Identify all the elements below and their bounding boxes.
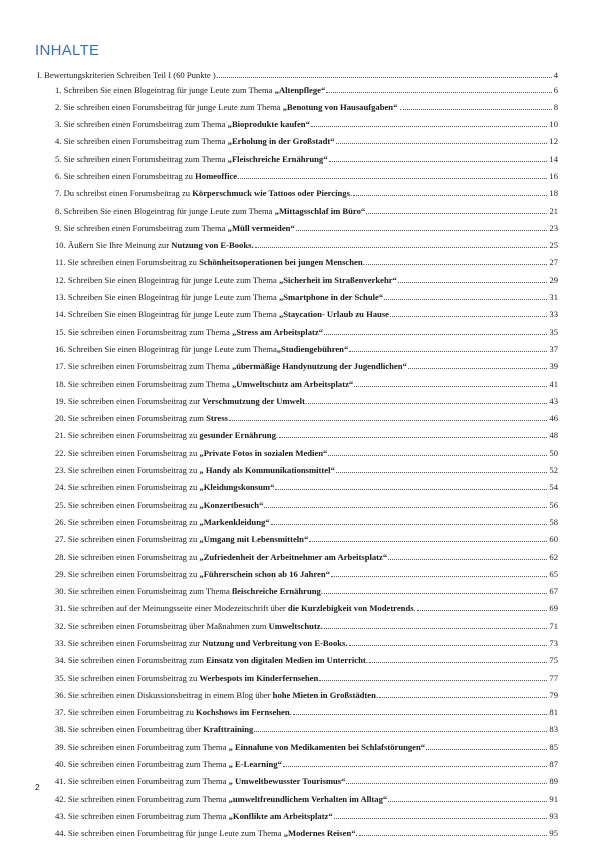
toc-entry-title — [55, 741, 425, 753]
toc-entry-title — [55, 810, 333, 822]
dot-leader — [334, 810, 548, 819]
toc-entry-page: 75 — [549, 655, 558, 666]
dot-leader — [324, 585, 547, 594]
toc-entry-title — [55, 620, 323, 632]
toc-entry-title — [55, 499, 263, 511]
toc-entry-prefix: 26. Sie schreiben einen Forumsbeitrag zu — [55, 516, 200, 527]
toc-entry-title — [55, 706, 292, 718]
toc-entry[interactable] — [55, 360, 558, 377]
toc-entry-page: 58 — [549, 516, 558, 527]
toc-entry-prefix: 37. Sie schreiben einen Forumbeitrag zu — [55, 707, 197, 718]
toc-entry-suffix: . — [375, 689, 379, 700]
dot-leader — [275, 481, 547, 490]
toc-entry-title — [55, 360, 407, 372]
toc-entry-page: 85 — [549, 741, 558, 752]
toc-entry-topic: „Markenkleidung“ — [199, 516, 270, 527]
toc-entry-page: 54 — [549, 482, 558, 493]
toc-entry[interactable] — [55, 654, 558, 671]
toc-entry-topic: „übermäßige Handynutzung der Jugendlichen“ — [231, 361, 407, 372]
dot-leader — [283, 758, 548, 767]
toc-entry-prefix: 28. Sie schreiben einen Forumsbeitrag zu — [55, 551, 200, 562]
dot-leader — [336, 464, 548, 473]
toc-entry[interactable] — [55, 602, 558, 619]
toc-entry-topic: „Bioprodukte kaufen“ — [227, 119, 310, 130]
toc-entry-page: 21 — [549, 205, 558, 216]
toc-entry-topic: „Mittagsschlaf im Büro“ — [274, 205, 366, 216]
toc-entry-prefix: 29. Sie schreiben einen Forumsbeitrag zu — [55, 568, 200, 579]
toc-entry[interactable] — [55, 101, 558, 118]
toc-entry-prefix: 8. Schreiben Sie einen Blogeintrag für junge Leute zum Thema — [55, 205, 275, 216]
toc-entry-topic: „Umweltschutz am Arbeitsplatz“ — [231, 378, 354, 389]
toc-entry-topic: Umweltschutz. — [268, 620, 323, 631]
toc-entry-topic: „ Umweltbewusster Tourismus“ — [228, 776, 346, 787]
toc-entry-title — [55, 551, 387, 563]
toc-entry-topic: „Umgang mit Lebensmitteln“ — [199, 534, 309, 545]
toc-entry-page: 39 — [549, 361, 558, 372]
toc-entry-prefix: 42. Sie schreiben einen Forumbeitrag zum Thema — [55, 793, 229, 804]
toc-entry-page: 41 — [549, 378, 558, 389]
toc-entry-topic: „Müll vermeiden“ — [227, 222, 295, 233]
toc-entry-suffix: . — [320, 586, 323, 597]
toc-entry-title — [55, 291, 383, 303]
toc-entry-suffix: . — [397, 101, 402, 112]
toc-entry-prefix: 30. Sie schreiben einen Forumsbeitrag zum Thema — [55, 586, 232, 597]
toc-entry[interactable] — [55, 274, 558, 291]
toc-entry-title — [55, 153, 328, 165]
toc-entry[interactable] — [55, 170, 558, 187]
toc-entry-page: 50 — [549, 447, 558, 458]
toc-list — [55, 84, 558, 845]
toc-entry-title — [55, 343, 348, 355]
toc-entry-page: 83 — [549, 724, 558, 735]
toc-entry[interactable] — [55, 222, 558, 239]
dot-leader — [328, 447, 547, 456]
toc-entry-prefix: 12. Schreiben Sie einen Blogeintrag für junge Leute zum Thema — [55, 274, 279, 285]
dot-leader — [264, 499, 547, 508]
toc-entry[interactable] — [55, 775, 558, 792]
dot-leader — [255, 239, 548, 248]
toc-entry-prefix: 23. Sie schreiben einen Forumsbeitrag zu — [55, 465, 200, 476]
toc-entry-topic: fleischreiche Ernährung — [231, 586, 321, 597]
toc-entry-topic: „Konzertbesuch“ — [199, 499, 264, 510]
toc-entry-title — [55, 308, 389, 320]
toc-entry[interactable] — [55, 326, 558, 343]
toc-entry-prefix: 9. Sie schreiben einen Forumsbeitrag zum Thema — [55, 222, 228, 233]
toc-entry-page: 29 — [549, 274, 558, 285]
toc-entry-prefix: 13. Schreiben Sie einen Blogeintrag für junge Leute zum Thema — [55, 292, 279, 303]
toc-entry-prefix: 25. Sie schreiben einen Forumsbeitrag zu — [55, 499, 200, 510]
toc-entry-topic: „Führerschein schon ab 16 Jahren“ — [199, 568, 330, 579]
toc-entry[interactable] — [55, 291, 558, 308]
toc-entry-prefix: 22. Sie schreiben einen Forumsbeitrag zu — [55, 447, 200, 458]
toc-entry[interactable] — [55, 84, 558, 101]
toc-entry-topic: die Kurzlebigkeit von Modetrends — [287, 603, 414, 614]
toc-entry-title — [55, 516, 270, 528]
toc-entry-topic: Kochshows im Fernsehen — [196, 707, 290, 718]
toc-entry-page: 73 — [549, 638, 558, 648]
toc-entry-title — [55, 239, 254, 251]
toc-entry-page: 65 — [549, 568, 558, 579]
toc-entry-page: 81 — [549, 707, 558, 718]
toc-entry-topic: „Konflikte am Arbeitsplatz“ — [228, 810, 333, 821]
toc-entry-topic: Werbespots im Kinderfernsehen — [199, 672, 319, 683]
toc-entry-topic: Nutzung und Verbreitung von E-Books. — [202, 638, 348, 648]
toc-entry-topic: „Altenpflege“ — [274, 84, 326, 95]
toc-entry[interactable] — [55, 568, 558, 585]
toc-entry-topic: „umweltfreundlichem Verhalten im Alltag“ — [228, 793, 388, 804]
toc-entry-suffix: . — [289, 707, 292, 718]
toc-entry-topic: Verschmutzung der Umwelt — [202, 395, 305, 406]
toc-section-page: 4 — [553, 70, 558, 80]
toc-entry-title — [55, 533, 308, 545]
toc-heading: INHALTE — [35, 42, 100, 59]
toc-entry-topic: gesunder Ernährung — [199, 430, 276, 441]
toc-entry-prefix: 31. Sie schreiben auf der Meinungsseite einer Modezeitschrift über — [55, 603, 288, 614]
toc-entry-page: 43 — [549, 395, 558, 406]
toc-entry-title — [55, 793, 387, 805]
dot-leader — [349, 343, 547, 352]
toc-entry-topic: „ Einnahme von Medikamenten bei Schlafstörungen“ — [228, 741, 426, 752]
dot-leader — [279, 429, 547, 438]
dot-leader — [388, 551, 547, 560]
toc-entry[interactable] — [55, 827, 558, 844]
toc-entry-page: 62 — [549, 551, 558, 562]
toc-entry[interactable] — [55, 620, 558, 637]
dot-leader — [254, 723, 547, 732]
toc-entry-page: 95 — [549, 828, 558, 839]
toc-entry[interactable] — [55, 723, 558, 740]
toc-entry-suffix: . — [413, 603, 416, 614]
toc-entry-title — [55, 464, 335, 476]
toc-entry-prefix: 33. Sie schreiben einen Forumsbeitrag zur — [55, 638, 203, 648]
toc-entry-prefix: 4. Sie schreiben einen Forumsbeitrag zum Thema — [55, 136, 228, 147]
toc-entry[interactable] — [55, 187, 558, 204]
toc-entry[interactable] — [55, 706, 558, 723]
toc-entry-page: 27 — [549, 257, 558, 268]
toc-entry-prefix: 6. Sie schreiben einen Forumsbeitrag zu — [55, 170, 196, 181]
toc-entry-prefix: 38. Sie schreiben einen Forumbeitrag über — [55, 724, 204, 735]
toc-entry-prefix: 34. Sie schreiben einen Forumsbeitrag zum — [55, 655, 207, 666]
toc-entry-topic: Einsatz von digitalen Medien im Unterricht — [206, 655, 366, 666]
toc-entry[interactable] — [55, 395, 558, 412]
toc-entry-title — [55, 205, 365, 217]
dot-leader — [319, 672, 547, 681]
toc-entry-page: 77 — [549, 672, 558, 683]
dot-leader — [309, 533, 547, 542]
toc-entry[interactable] — [55, 343, 558, 360]
toc-entry-title — [55, 222, 295, 234]
toc-entry-title — [55, 170, 239, 182]
toc-entry-prefix: 39. Sie schreiben einen Forumbeitrag zum Thema — [55, 741, 229, 752]
toc-entry[interactable] — [55, 585, 558, 602]
dot-leader — [293, 706, 548, 715]
toc-entry-topic: „Benotung von Hausaufgaben“ — [282, 101, 398, 112]
toc-entry-title — [55, 429, 278, 441]
toc-entry[interactable] — [55, 810, 558, 827]
toc-entry-page: 91 — [549, 793, 558, 804]
toc-entry[interactable] — [55, 689, 558, 706]
toc-entry[interactable] — [55, 378, 558, 395]
toc-entry-topic: „Stress am Arbeitsplatz“ — [231, 326, 323, 337]
toc-entry-page: 71 — [549, 620, 558, 631]
dot-leader — [384, 291, 547, 300]
toc-entry-topic: „ E-Learning“ — [228, 759, 282, 770]
toc-entry-prefix: 3. Sie schreiben einen Forumsbeitrag zum Thema — [55, 119, 228, 130]
toc-entry-title — [55, 775, 345, 787]
toc-entry-page: 35 — [549, 326, 558, 337]
toc-entry-title — [55, 689, 378, 701]
toc-entry[interactable] — [55, 308, 558, 325]
toc-entry-prefix: 44. Sie schreiben einen Forumbeitrag für junge Leute zum Thema — [55, 828, 284, 839]
dot-leader — [366, 256, 548, 265]
toc-entry-topic: Körperschmuck wie Tattoos oder Piercings — [192, 188, 350, 199]
toc-entry[interactable] — [55, 637, 558, 654]
toc-entry-prefix: 43. Sie schreiben einen Forumbeitrag zum Thema — [55, 810, 229, 821]
dot-leader — [388, 793, 547, 802]
toc-entry-page: 10 — [549, 119, 558, 130]
toc-entry-page: 23 — [549, 222, 558, 233]
toc-entry-prefix: 5. Sie schreiben einen Forumsbeitrag zum Thema — [55, 153, 228, 164]
toc-entry-page: 93 — [549, 810, 558, 821]
toc-entry-page: 60 — [549, 534, 558, 545]
page-number: 2 — [35, 783, 40, 792]
dot-leader — [390, 308, 547, 317]
toc-entry-page: 46 — [549, 413, 558, 424]
toc-entry-prefix: 17. Sie schreiben einen Forumsbeitrag zum Thema — [55, 361, 232, 372]
toc-entry-page: 69 — [549, 603, 558, 614]
toc-entry-prefix: 35. Sie schreiben einen Forumsbeitrag zu — [55, 672, 200, 683]
toc-entry-prefix: 41. Sie schreiben einen Forumbeitrag zum Thema — [55, 776, 229, 787]
toc-entry[interactable] — [55, 118, 558, 135]
toc-entry-topic: „Sicherheit im Straßenverkehr“ — [278, 274, 397, 285]
toc-entry[interactable] — [55, 672, 558, 689]
toc-entry-prefix: 32. Sie schreiben einen Forumsbeitrag über Maßnahmen zum — [55, 620, 269, 631]
toc-entry-topic: Homeoffice — [195, 170, 238, 181]
toc-entry-prefix: 18. Sie schreiben einen Forumsbeitrag zum Thema — [55, 378, 232, 389]
toc-entry-title — [55, 585, 323, 597]
dot-leader — [326, 84, 551, 93]
toc-entry-topic: „ Handy als Kommunikationsmittel“ — [199, 465, 335, 476]
toc-entry-suffix: . — [275, 430, 279, 441]
dot-leader — [398, 274, 548, 283]
toc-entry-page: 89 — [549, 776, 558, 787]
toc-entry-prefix: 20. Sie schreiben einen Forumsbeitrag zum — [55, 413, 207, 424]
toc-entry-prefix: 19. Sie schreiben einen Forumsbeitrag zur — [55, 395, 203, 406]
toc-entry-prefix: 36. Sie schreiben einen Diskussionsbeitrag in einem Blog über — [55, 689, 273, 700]
toc-entry[interactable] — [55, 793, 558, 810]
dot-leader — [324, 326, 547, 335]
dot-leader — [408, 360, 548, 369]
toc-entry-title — [55, 378, 353, 390]
toc-entry-title — [55, 256, 365, 268]
toc-entry-title — [55, 758, 282, 770]
toc-entry-title — [55, 568, 330, 580]
toc-entry[interactable] — [55, 153, 558, 170]
toc-entry-title — [55, 274, 397, 286]
toc-entry-page: 56 — [549, 499, 558, 510]
toc-entry[interactable] — [55, 741, 558, 758]
toc-entry-title — [55, 135, 335, 147]
toc-entry-page: 14 — [549, 153, 558, 164]
dot-leader — [426, 741, 547, 750]
toc-entry-suffix: . — [349, 188, 353, 199]
toc-entry-page: 33 — [549, 309, 558, 320]
toc-entry-page: 6 — [553, 84, 558, 95]
dot-leader — [331, 568, 548, 577]
dot-leader — [379, 689, 547, 698]
toc-entry-topic: Schönheitsoperationen bei jungen Menschen — [199, 257, 363, 268]
toc-entry[interactable] — [55, 464, 558, 481]
dot-leader — [271, 516, 548, 525]
toc-entry-topic: „Staycation- Urlaub zu Hause — [278, 309, 389, 320]
toc-entry[interactable] — [55, 135, 558, 152]
dot-leader — [311, 118, 548, 127]
toc-section-entry[interactable] — [37, 69, 558, 81]
toc-entry[interactable] — [55, 516, 558, 533]
toc-entry-prefix: 2. Sie schreiben einen Forumsbeitrag für junge Leute zum Thema — [55, 101, 283, 112]
dot-leader — [349, 637, 548, 646]
toc-entry-prefix: 15. Sie schreiben einen Forumsbeitrag zum Thema — [55, 326, 232, 337]
toc-entry-suffix: . — [362, 257, 365, 268]
toc-entry-suffix: . — [365, 655, 368, 666]
toc-entry-prefix: 40. Sie schreiben einen Forumbeitrag zum Thema — [55, 759, 229, 770]
toc-entry[interactable] — [55, 256, 558, 273]
toc-entry[interactable] — [55, 205, 558, 222]
toc-entry-topic: Stress — [206, 413, 228, 424]
toc-entry-title — [55, 481, 274, 493]
toc-entry-page: 52 — [549, 465, 558, 476]
toc-entry-topic: „Erholung in der Großstadt“ — [227, 136, 335, 147]
dot-leader — [240, 170, 547, 179]
toc-entry-prefix: 24. Sie schreiben einen Forumsbeitrag zu — [55, 482, 200, 493]
toc-entry-prefix: 7. Du schreibst einen Forumsbeitrag zu — [55, 188, 193, 199]
toc-entry-page: 12 — [549, 136, 558, 147]
dot-leader — [324, 620, 548, 629]
toc-entry-topic: „Kleidungskonsum“ — [199, 482, 275, 493]
toc-entry-topic: Nutzung von E-Books. — [171, 240, 254, 251]
toc-entry-prefix: 11. Sie schreiben einen Forumsbeitrag zu — [55, 257, 200, 268]
dot-leader — [369, 654, 547, 663]
toc-entry[interactable] — [55, 481, 558, 498]
toc-entry[interactable] — [55, 412, 558, 429]
dot-leader — [336, 135, 548, 144]
toc-entry-title — [55, 326, 323, 338]
toc-entry-page: 48 — [549, 430, 558, 441]
toc-entry-prefix: 21. Sie schreiben einen Forumsbeitrag zu — [55, 430, 200, 441]
toc-entry-suffix: . — [355, 828, 358, 839]
toc-entry-suffix: . — [304, 395, 308, 406]
toc-entry-page: 16 — [549, 170, 558, 181]
toc-entry[interactable] — [55, 499, 558, 516]
toc-entry-topic: „Private Fotos in sozialen Medien“ — [199, 447, 328, 458]
toc-entry-title — [55, 84, 325, 96]
toc-entry[interactable] — [55, 429, 558, 446]
toc-entry-topic: Krafttraining — [203, 724, 254, 735]
toc-entry[interactable] — [55, 447, 558, 464]
toc-entry[interactable] — [55, 239, 558, 256]
toc-entry-title — [55, 101, 402, 113]
toc-entry-topic: „Studiengebühren“ — [276, 343, 349, 354]
toc-entry-page: 37 — [549, 343, 558, 354]
toc-entry-prefix: 1. Schreiben Sie einen Blogeintrag für junge Leute zum Thema — [55, 84, 275, 95]
dot-leader — [417, 602, 548, 611]
toc-entry-title — [55, 602, 416, 614]
dot-leader — [308, 395, 547, 404]
toc-entry-prefix: 10. Äußern Sie Ihre Meinung zur — [55, 240, 172, 251]
toc-entry-page: 8 — [553, 101, 558, 112]
toc-entry-topic: „Fleischreiche Ernährung“ — [227, 153, 328, 164]
toc-entry-prefix: 14. Schreiben Sie einen Blogeintrag für junge Leute zum Thema — [55, 309, 279, 320]
toc-entry-title — [55, 672, 318, 684]
dot-leader — [346, 775, 547, 784]
toc-entry-page: 67 — [549, 586, 558, 597]
toc-entry-title — [55, 187, 352, 199]
dot-leader — [229, 412, 548, 421]
toc-entry-topic: „Modernes Reisen“ — [283, 828, 356, 839]
toc-entry-title — [55, 395, 307, 407]
toc-entry-title — [55, 118, 310, 130]
dot-leader — [359, 827, 548, 836]
toc-entry-title — [55, 654, 368, 666]
dot-leader — [366, 205, 547, 214]
dot-leader — [329, 153, 548, 162]
dot-leader — [296, 222, 548, 231]
toc-section-text: I. Bewertungskriterien Schreiben Teil I (60 Punkte ) — [37, 70, 216, 80]
toc-entry-topic: hohe Mieten in Großstädten — [272, 689, 376, 700]
toc-entry-page: 79 — [549, 689, 558, 700]
toc-entry-title — [55, 827, 358, 839]
dot-leader — [217, 69, 552, 78]
toc-entry-title — [55, 637, 348, 649]
dot-leader — [354, 378, 547, 387]
toc-entry[interactable] — [55, 758, 558, 775]
toc-entry-topic: „Smartphone in der Schule“ — [278, 292, 384, 303]
toc-entry-title — [55, 723, 253, 735]
toc-entry-page: 25 — [549, 240, 558, 251]
toc-entry-title — [55, 447, 327, 459]
toc-entry-prefix: 16. Schreiben Sie einen Blogeintrag für junge Leute zum Thema — [55, 343, 277, 354]
toc-entry[interactable] — [55, 533, 558, 550]
toc-entry-suffix: . — [237, 170, 240, 181]
toc-entry-page: 87 — [549, 759, 558, 770]
toc-entry-title — [55, 412, 228, 424]
dot-leader — [353, 187, 547, 196]
toc-entry-page: 31 — [549, 292, 558, 303]
toc-entry-prefix: 27. Sie schreiben einen Forumsbeitrag zu — [55, 534, 200, 545]
toc-entry-page: 18 — [549, 188, 558, 199]
dot-leader — [403, 101, 552, 110]
toc-entry[interactable] — [55, 551, 558, 568]
toc-entry-topic: „Zufriedenheit der Arbeitnehmer am Arbeitsplatz“ — [199, 551, 388, 562]
